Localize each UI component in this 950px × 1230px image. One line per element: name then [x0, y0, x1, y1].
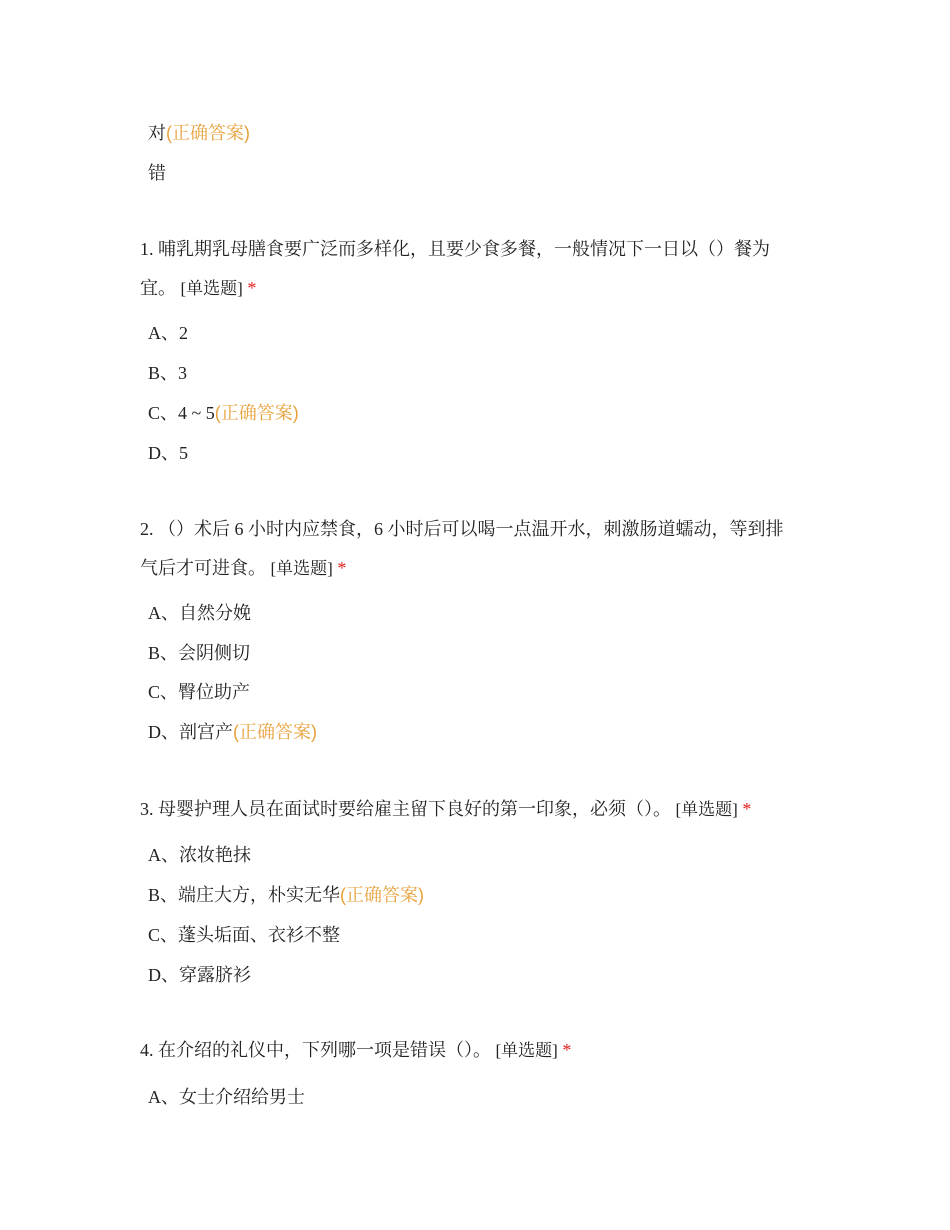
- option: [148, 402, 299, 424]
- question-type: [单选题]: [270, 559, 333, 578]
- title-text: 3. 母婴护理人员在面试时要给雇主留下良好的第一印象，必须（）。: [140, 799, 671, 819]
- correct-answer-label: (正确答案): [233, 722, 317, 742]
- correct-answer-label: (正确答案): [340, 885, 425, 905]
- option-true: [148, 122, 250, 144]
- correct-answer-label: (正确答案): [166, 123, 250, 143]
- option: A、自然分娩: [148, 603, 251, 623]
- required-mark: *: [742, 799, 752, 819]
- option: B、3: [148, 363, 188, 383]
- question-type: [单选题]: [675, 800, 738, 819]
- title-text: 气后才可进食。: [140, 558, 266, 578]
- required-mark: *: [247, 278, 257, 298]
- required-mark: *: [337, 558, 347, 578]
- option: D、穿露脐衫: [148, 965, 251, 985]
- question-2-title-cont: [140, 557, 346, 580]
- option: [148, 721, 317, 743]
- option-text: B、端庄大方，朴实无华: [148, 885, 341, 905]
- option: C、臀位助产: [148, 682, 251, 702]
- option-text: 错: [148, 163, 166, 183]
- option-text: D、剖宫产: [148, 722, 233, 742]
- option: A、女士介绍给男士: [148, 1087, 305, 1107]
- option: [148, 884, 424, 906]
- option: C、蓬头垢面、衣衫不整: [148, 925, 341, 945]
- title-text: 4. 在介绍的礼仪中，下列哪一项是错误（）。: [140, 1040, 491, 1060]
- option-false: [148, 162, 166, 184]
- correct-answer-label: (正确答案): [214, 403, 299, 423]
- question-type: [单选题]: [180, 279, 243, 298]
- option-text: 对: [148, 123, 166, 143]
- question-type: [单选题]: [495, 1041, 558, 1060]
- option: A、2: [148, 323, 188, 343]
- question-1-title: 1. 哺乳期乳母膳食要广泛而多样化，且要少食多餐，一般情况下一日以（）餐为: [140, 239, 770, 259]
- option: A、浓妆艳抹: [148, 845, 251, 865]
- question-2-title: 2. （）术后 6 小时内应禁食，6 小时后可以喝一点温开水，刺激肠道蠕动，等到排: [140, 519, 784, 539]
- required-mark: *: [562, 1040, 572, 1060]
- option-text: C、4 ~ 5: [148, 403, 215, 423]
- question-1-title-cont: [140, 277, 256, 300]
- question-4-title: [140, 1039, 571, 1062]
- option: D、5: [148, 443, 188, 463]
- option: B、会阴侧切: [148, 643, 251, 663]
- title-text: 宜。: [140, 278, 176, 298]
- question-3-title: [140, 798, 751, 821]
